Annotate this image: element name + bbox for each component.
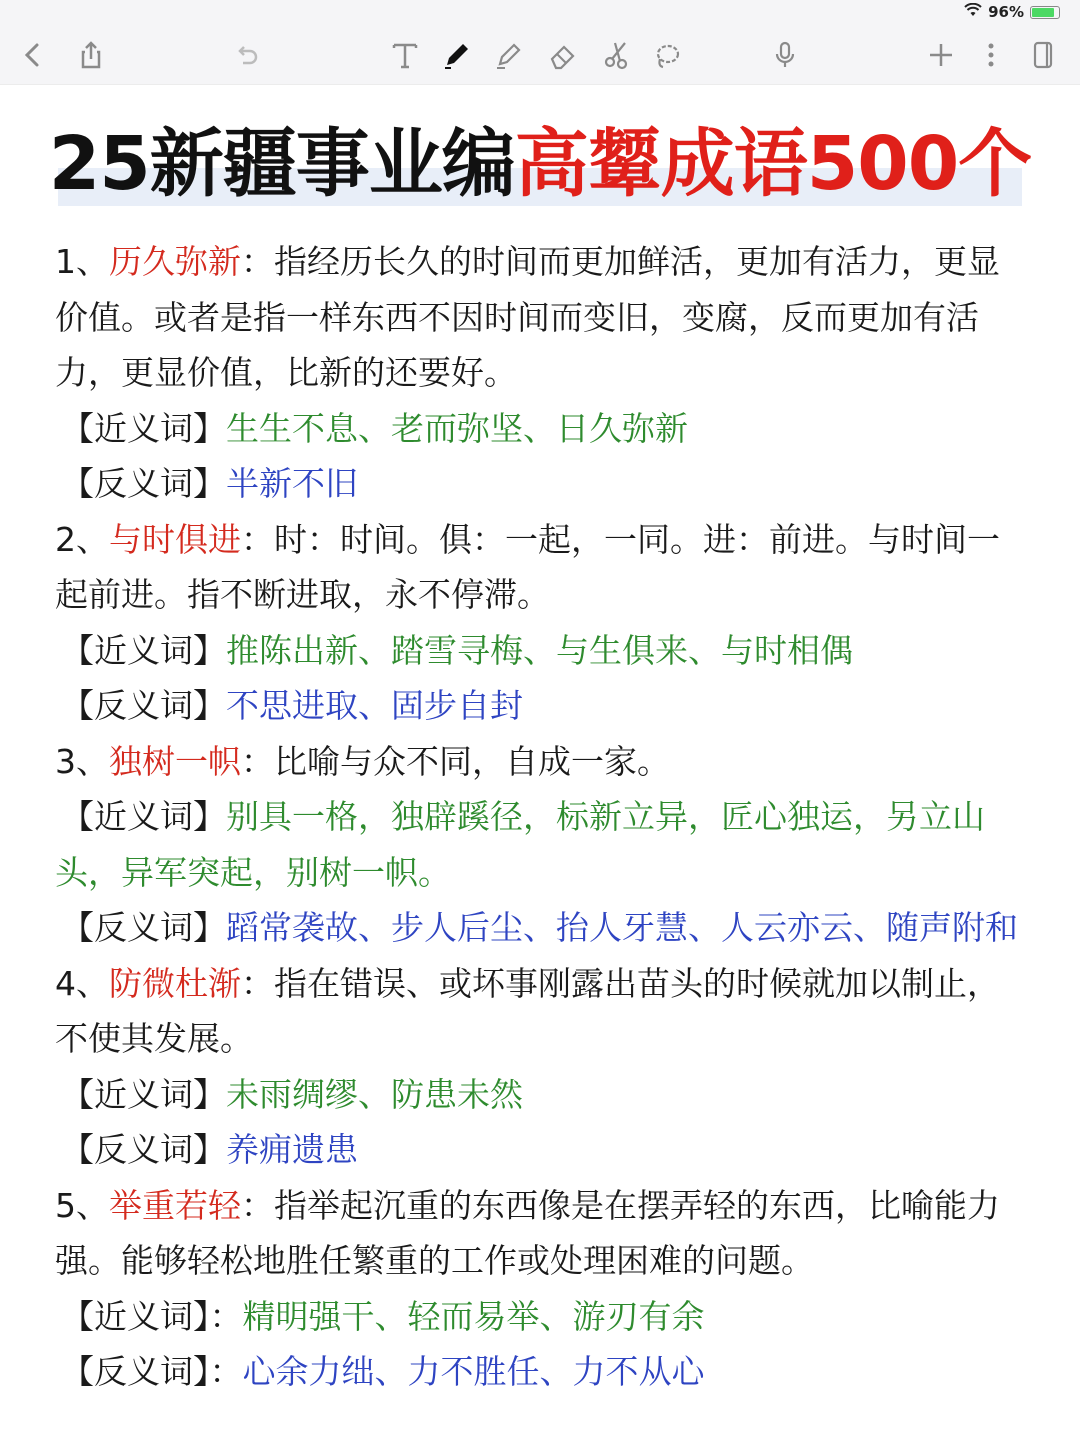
notes-toolbar [0,26,1080,85]
synonyms-text: 别具一格，独辟蹊径，标新立异，匠心独运，另立山头，异军突起，别树一帜。 [55,797,985,892]
scissors-icon[interactable] [598,36,636,74]
idiom-term: 与时俱进 [109,519,241,559]
idiom-definition-text: ：指经历长久的时间而更加鲜活，更加有活力，更显价值。或者是指一样东西不因时间而变旧，变腐，反而更加有活力，更显价值，比新的还要好。 [55,242,1000,392]
synonyms-label: 【近义词】 [61,630,226,670]
synonyms-label: 【近义词】： [61,1296,243,1336]
lasso-icon[interactable] [648,36,686,74]
antonyms-text: 半新不旧 [226,464,358,503]
share-icon[interactable] [72,36,110,74]
pages-icon[interactable] [1024,36,1062,74]
antonyms-line [55,456,1030,512]
idiom-definition-text: ：指举起沉重的东西像是在摆弄轻的东西，比喻能力强。能够轻松地胜任繁重的工作或处理困难的问题。 [55,1185,1000,1280]
idiom-entry-4 [55,956,1030,1178]
synonyms-label: 【近义词】 [61,797,226,836]
synonyms-text: 生生不息、老而弥坚、日久弥新 [226,408,688,448]
antonyms-label: 【反义词】 [61,686,226,725]
more-icon[interactable] [972,36,1010,74]
antonyms-label: 【反义词】 [61,1130,226,1169]
idiom-definition [55,1178,1030,1289]
antonyms-line [55,1344,1030,1400]
highlighter-icon[interactable] [490,36,528,74]
idiom-definition-text: ：时：时间。俱：一起，一同。进：前进。与时间一起前进。指不断进取，永不停滞。 [55,519,1000,614]
idiom-entry-5 [55,1178,1030,1400]
idiom-term: 历久弥新 [109,242,241,281]
idiom-definition [55,956,1030,1067]
idiom-entry-1 [55,234,1030,512]
idiom-definition-text: ：指在错误、或坏事刚露出苗头的时候就加以制止，不使其发展。 [55,963,1000,1058]
idiom-entry-3 [55,734,1030,956]
antonyms-label: 【反义词】 [61,908,226,947]
title-red-part: 高颦成语500个 [514,121,1032,207]
battery-percent: 96% [988,3,1024,21]
idiom-definition [55,234,1030,401]
antonyms-line [55,1122,1030,1178]
antonyms-line [55,678,1030,734]
idiom-entry-2 [55,512,1030,734]
synonyms-line [55,401,1030,457]
synonyms-text: 推陈出新、踏雪寻梅、与生俱来、与时相偶 [226,630,853,670]
idiom-term: 防微杜渐 [109,963,241,1003]
idiom-number: 3、 [55,741,109,781]
status-bar [0,0,1080,26]
antonyms-label: 【反义词】 [61,464,226,503]
idiom-number: 5、 [55,1185,109,1225]
status-right [964,3,1060,21]
idiom-definition [55,512,1030,623]
microphone-icon[interactable] [766,36,804,74]
wifi-icon [964,3,982,21]
add-icon[interactable] [922,36,960,74]
idiom-number: 2、 [55,519,109,559]
synonyms-line [55,789,1030,900]
antonyms-label: 【反义词】： [61,1352,243,1391]
idiom-number: 1、 [55,242,109,281]
antonyms-text: 蹈常袭故、步人后尘、抬人牙慧、人云亦云、随声附和 [226,908,1018,947]
antonyms-line [55,900,1030,956]
pen-icon[interactable] [438,36,476,74]
idiom-list [55,234,1030,1400]
battery-icon [1030,6,1060,19]
synonyms-label: 【近义词】 [61,408,226,448]
idiom-definition [55,734,1030,790]
synonyms-line [55,1067,1030,1123]
synonyms-text: 未雨绸缪、防患未然 [226,1074,523,1114]
idiom-definition-text: ：比喻与众不同，自成一家。 [241,741,670,781]
idiom-term: 独树一帜 [109,741,241,781]
synonyms-text: 精明强干、轻而易举、游刃有余 [242,1296,705,1336]
page-title [0,116,1080,212]
synonyms-line [55,1289,1030,1345]
synonyms-label: 【近义词】 [61,1074,226,1114]
synonyms-line [55,623,1030,679]
text-tool-icon[interactable] [386,36,424,74]
page-title-block [0,112,1080,212]
antonyms-text: 养痈遗患 [226,1130,358,1169]
undo-icon[interactable] [228,36,266,74]
antonyms-text: 心余力绌、力不胜任、力不从心 [242,1352,705,1391]
back-icon[interactable] [14,36,52,74]
eraser-icon[interactable] [544,36,582,74]
title-black-part: 25新疆事业编 [48,121,515,207]
idiom-number: 4、 [55,963,109,1003]
idiom-term: 举重若轻 [109,1185,241,1225]
antonyms-text: 不思进取、固步自封 [226,686,523,725]
